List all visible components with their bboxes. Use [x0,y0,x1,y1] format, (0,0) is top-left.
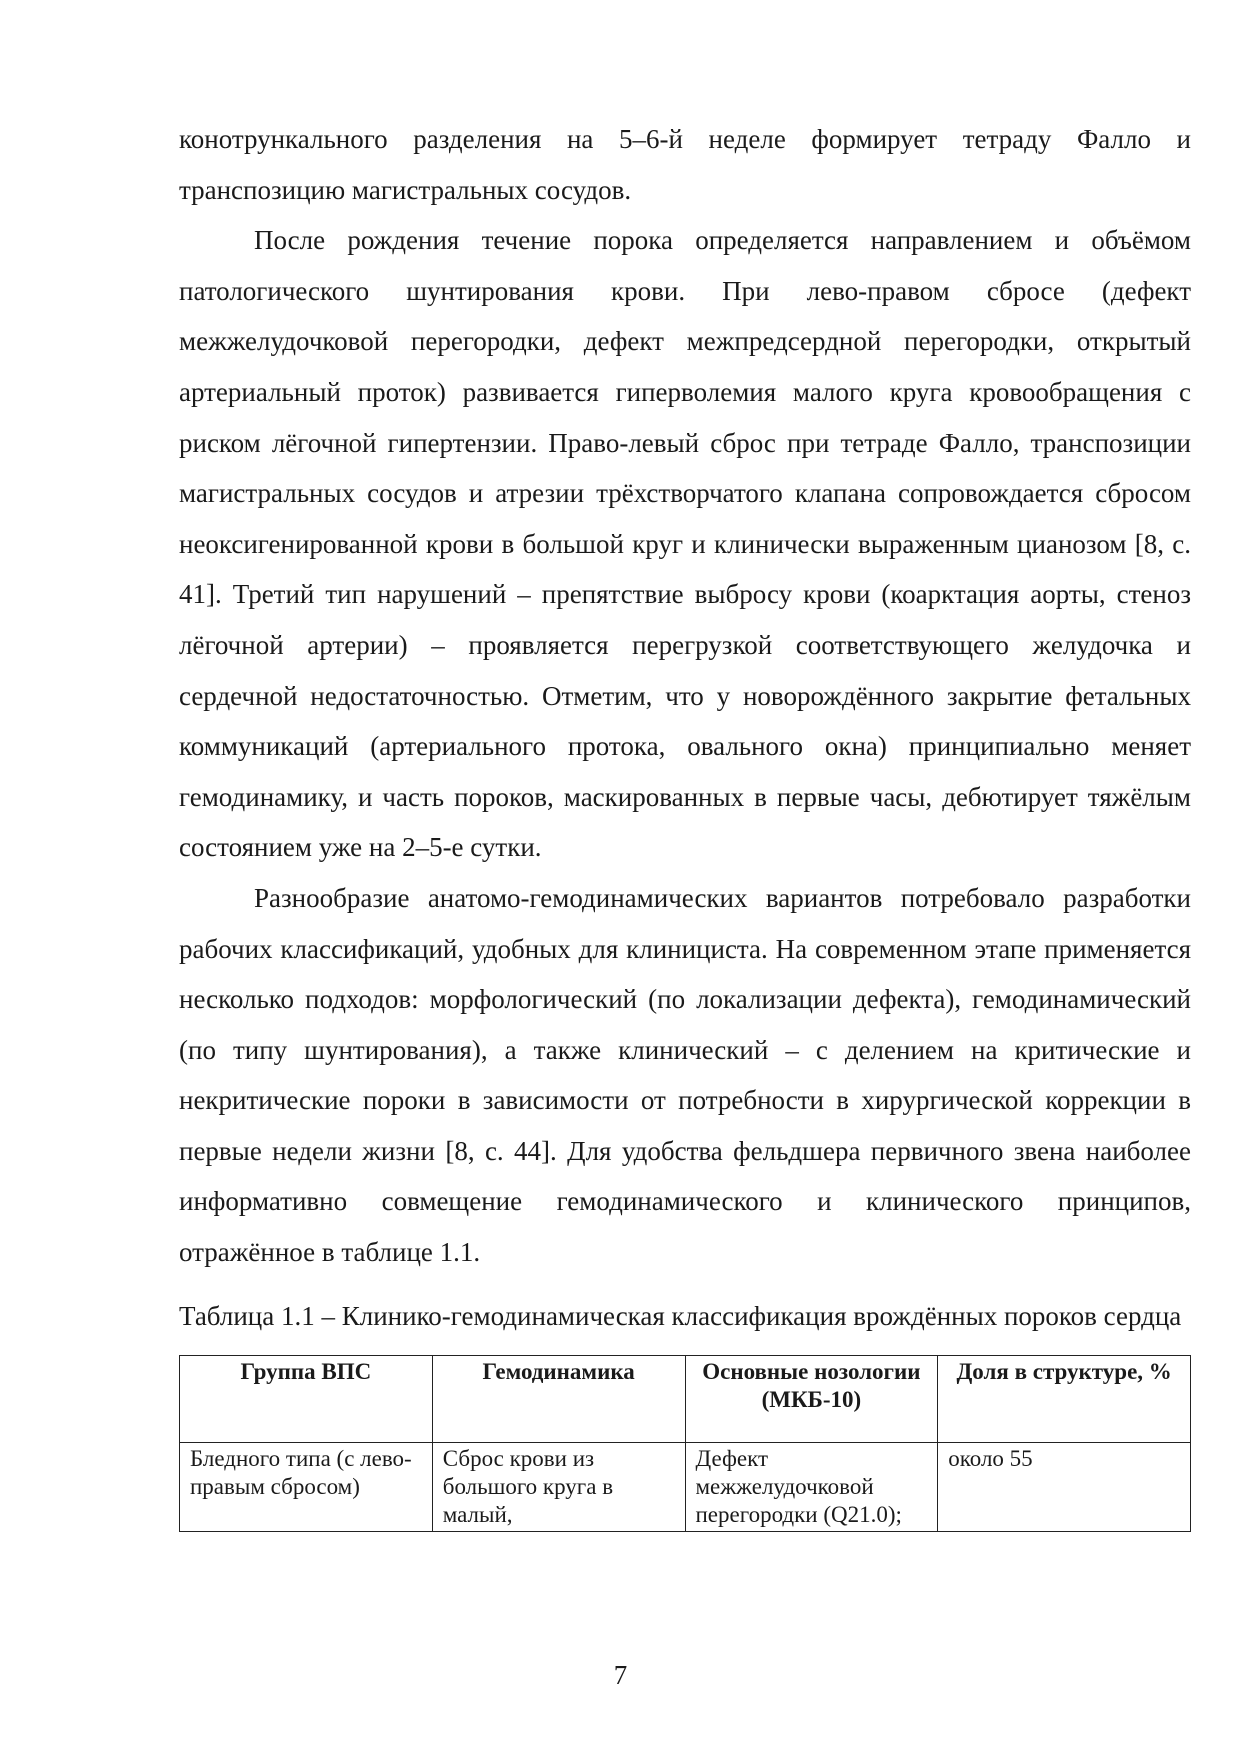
paragraph-3: Разнообразие анатомо-гемодинамических вариантов потребовало разработки рабочих классификаций, удобных для клинициста. На современном этапе применяется несколько подходов: морфологический (по локализации дефекта), гемодинамический (по типу шунтирования), а также клинический – с делением на критические и некритические пороки в зависимости от потребности в хирургической коррекции в первые недели жизни [8, с. 44]. Для удобства фельдшера первичного звена наиболее информативно совмещение гемодинамического и клинического принципов, отражённое в таблице 1.1. [179,882,1191,1268]
cell-share: около 55 [938,1443,1191,1532]
header-share: Доля в структуре, % [938,1356,1191,1443]
cell-nosologies: Дефект межжелудочковой перегородки (Q21.0); [685,1443,938,1532]
header-hemodynamics: Гемодинамика [432,1356,685,1443]
classification-table [179,1355,1191,1532]
page-number: 7 [613,1660,628,1690]
header-nosologies: Основные нозологии (МКБ-10) [685,1356,938,1443]
cell-hemodynamics: Сброс крови из большого круга в малый, [432,1443,685,1532]
cell-group: Бледного типа (с лево-правым сбросом) [180,1443,433,1532]
paragraph-2: После рождения течение порока определяется направлением и объёмом патологического шунтирования крови. При лево-правом сбросе (дефект межжелудочковой перегородки, дефект межпредсердной перегородки, открытый артериальный проток) развивается гиперволемия малого круга кровообращения с риском лёгочной гипертензии. Право-левый сброс при тетраде Фалло, транспозиции магистральных сосудов и атрезии трёхстворчатого клапана сопровождается сбросом неоксигенированной крови в большой круг и клинически выраженным цианозом [8, с. 41]. Третий тип нарушений – препятствие выбросу крови (коарктация аорты, стеноз лёгочной артерии) – проявляется перегрузкой соответствующего желудочка и сердечной недостаточностью. Отметим, что у новорождённого закрытие фетальных коммуникаций (артериального протока, овального окна) принципиально меняет гемодинамику, и часть пороков, маскированных в первые часы, дебютирует тяжёлым состоянием уже на 2–5-е сутки. [179,225,1191,863]
paragraph-1: конотрункального разделения на 5–6-й неделе формирует тетраду Фалло и транспозицию магистральных сосудов. [179,124,1191,205]
table-header-row [180,1356,1191,1443]
page-body [179,114,1191,1532]
table-row [180,1443,1191,1532]
table-caption: Таблица 1.1 – Клинико-гемодинамическая классификация врождённых пороков сердца [179,1300,1182,1331]
header-group: Группа ВПС [180,1356,433,1443]
